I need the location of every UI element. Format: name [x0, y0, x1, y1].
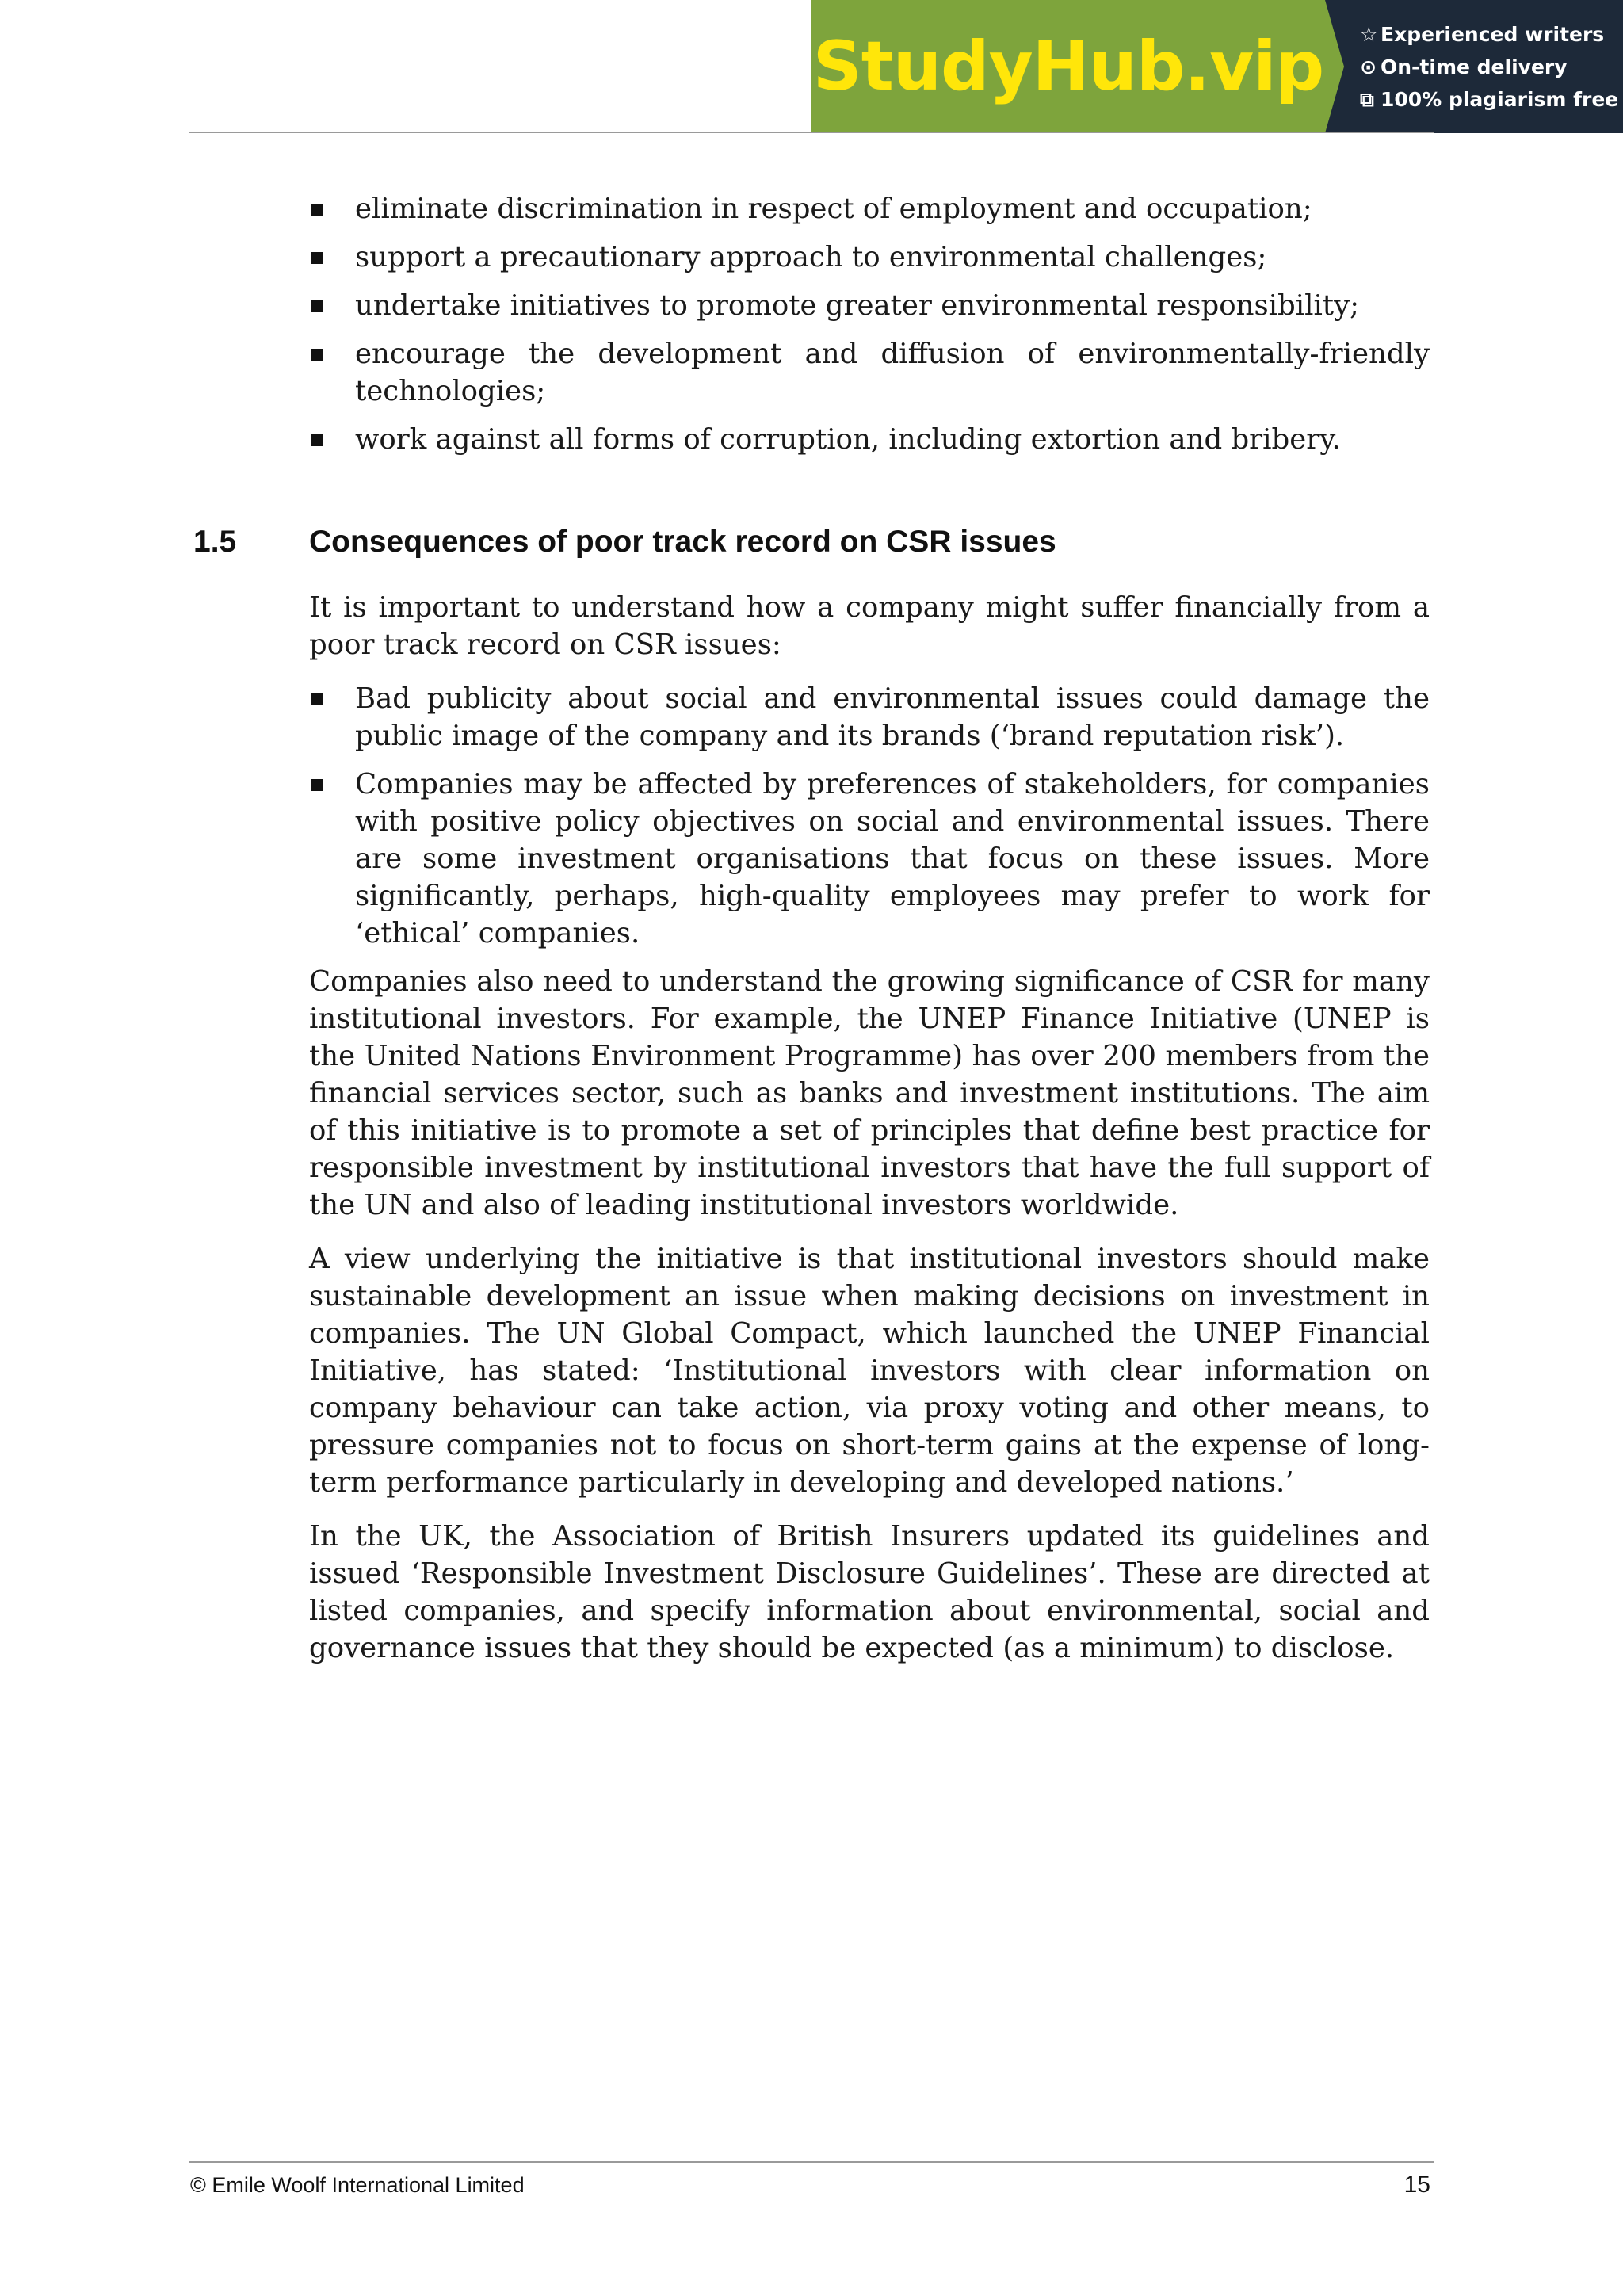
- feature-plagiarism: [1360, 83, 1623, 116]
- studyhub-logo: [812, 0, 1325, 133]
- bullet-square-icon: [311, 693, 323, 705]
- clock-icon: ⊙: [1360, 55, 1377, 78]
- copy-icon: ⧉: [1360, 87, 1374, 111]
- list-item: [309, 335, 1430, 410]
- list-item-text: undertake initiatives to promote greater environmental responsibility;: [355, 289, 1360, 322]
- bullet-square-icon: [311, 349, 323, 361]
- section-title: Consequences of poor track record on CSR issues: [309, 525, 1056, 559]
- paragraph-global-compact: A view underlying the initiative is that institutional investors should make sustainable development an issue when making decisions on investment in companies. The UN Global Compact, which launched the UNEP Financial Initiative, has stated: ‘Institutional investors with clear information on company behaviour can take action, via proxy voting and other means, to pressure companies not to focus on short-term gains at the expense of long-term performance particularly in developing and developed nations.’: [309, 1243, 1430, 1499]
- principles-list: [309, 190, 1430, 458]
- list-item: [309, 766, 1430, 952]
- list-item-text: support a precautionary approach to environmental challenges;: [355, 241, 1267, 273]
- feature-label: Experienced writers: [1381, 22, 1605, 46]
- bullet-square-icon: [311, 434, 323, 446]
- bullet-square-icon: [311, 204, 323, 216]
- list-item-text: eliminate discrimination in respect of employment and occupation;: [355, 193, 1312, 225]
- footer-copyright: © Emile Woolf International Limited: [190, 2173, 525, 2197]
- bullet-square-icon: [311, 300, 323, 312]
- list-item: [309, 421, 1430, 458]
- list-item-text: encourage the development and diffusion of environmentally-friendly technologies;: [355, 338, 1430, 407]
- feature-label: 100% plagiarism free: [1381, 87, 1619, 111]
- bullet-square-icon: [311, 252, 323, 264]
- list-item: [309, 287, 1430, 324]
- header-divider: [189, 132, 1434, 133]
- footer-divider: [189, 2161, 1434, 2163]
- list-item-text: work against all forms of corruption, including extortion and bribery.: [355, 423, 1341, 456]
- banner-arrow: [1325, 0, 1344, 133]
- logo-text: StudyHub.vip: [812, 27, 1324, 106]
- consequences-list: [309, 680, 1430, 952]
- section-number: 1.5: [193, 525, 237, 559]
- section-body: [309, 589, 1430, 1683]
- top-list-block: [309, 190, 1430, 469]
- list-item: [309, 239, 1430, 276]
- feature-writers: [1360, 18, 1623, 51]
- section-intro: It is important to understand how a company might suffer financially from a poor track record on CSR issues:: [309, 591, 1430, 661]
- star-icon: ☆: [1360, 22, 1378, 46]
- page-number: 15: [1403, 2172, 1430, 2198]
- list-item-text: Bad publicity about social and environmental issues could damage the public image of the company and its brands (‘brand reputation risk’).: [355, 682, 1430, 752]
- paragraph-unep: Companies also need to understand the growing significance of CSR for many institutional investors. For example, the UNEP Finance Initiative (UNEP is the United Nations Environment Programme) has over 200 members from the financial services sector, such as banks and investment institutions. The aim of this initiative is to promote a set of principles that define best practice for responsible investment by institutional investors that have the full support of the UN and also of leading institutional investors worldwide.: [309, 965, 1430, 1221]
- bullet-square-icon: [311, 779, 323, 791]
- feature-delivery: [1360, 51, 1623, 83]
- list-item: [309, 680, 1430, 755]
- list-item: [309, 190, 1430, 227]
- studyhub-banner[interactable]: [812, 0, 1623, 133]
- paragraph-abi: In the UK, the Association of British Insurers updated its guidelines and issued ‘Responsible Investment Disclosure Guidelines’. These are directed at listed companies, and specify information about environmental, social and governance issues that they should be expected (as a minimum) to disclose.: [309, 1520, 1430, 1664]
- list-item-text: Companies may be affected by preferences of stakeholders, for companies with positive policy objectives on social and environmental issues. There are some investment organisations that focus on these issues. More significantly, perhaps, high-quality employees may prefer to work for ‘ethical’ companies.: [355, 768, 1430, 949]
- feature-label: On-time delivery: [1381, 55, 1568, 78]
- banner-features: [1344, 0, 1623, 133]
